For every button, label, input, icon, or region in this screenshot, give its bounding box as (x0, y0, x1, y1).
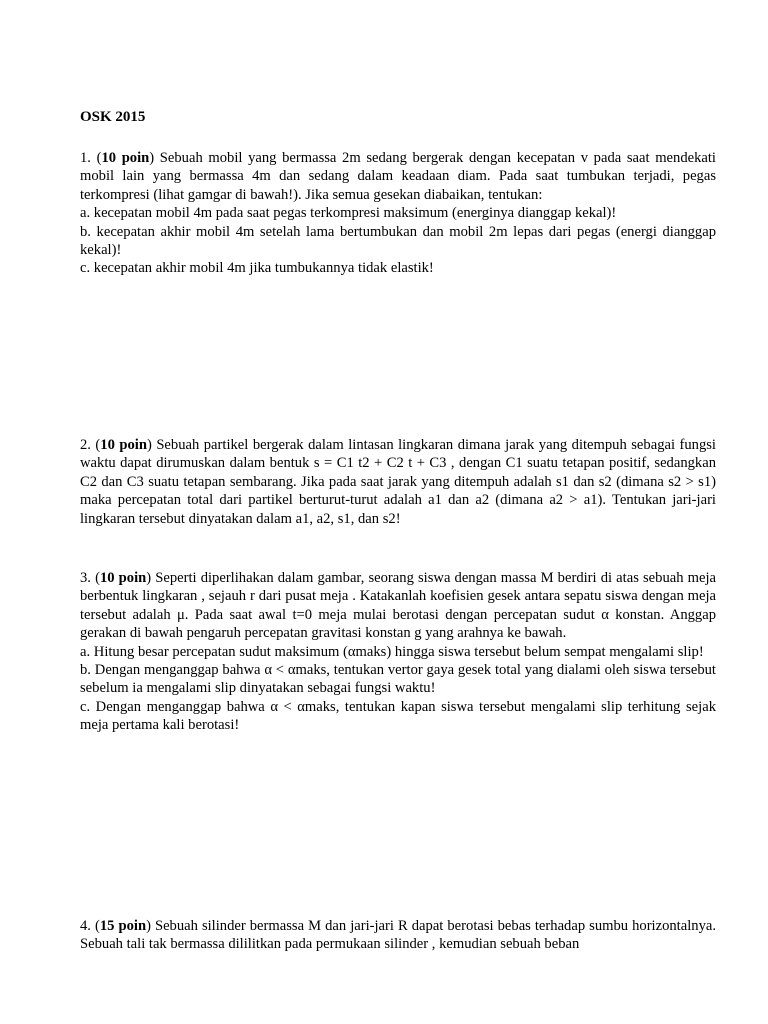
question-4-points: 15 poin (99, 918, 147, 934)
question-3-part-c: c. Dengan menganggap bahwa α < αmaks, tentukan kapan siswa tersebut mengalami slip terhitung sejak meja pertama kali berotasi! (80, 698, 716, 734)
question-1-part-a: a. kecepatan mobil 4m pada saat pegas terkompresi maksimum (energinya dianggap kekal)! (80, 205, 617, 222)
question-1-part-b: b. kecepatan akhir mobil 4m setelah lama bertumbukan dan mobil 2m lepas dari pegas (energi dianggap kekal)! (80, 223, 716, 259)
question-1 (80, 149, 716, 278)
question-4-text: 4. (15 poin) Sebuah silinder bermassa M dan jari-jari R dapat berotasi bebas terhadap sumbu horizontalnya. Sebuah tali tak bermassa dililitkan pada permukaan silinder , kemudian sebuah beban (80, 918, 716, 953)
question-2 (80, 436, 716, 528)
question-3-points: 10 poin (99, 570, 147, 586)
question-3-part-a: a. Hitung besar percepatan sudut maksimum (αmaks) hingga siswa tersebut belum sempat mengalami slip! (80, 643, 704, 660)
question-1-part-c: c. kecepatan akhir mobil 4m jika tumbukannya tidak elastik! (80, 260, 434, 277)
question-1-points: 10 poin (101, 150, 150, 166)
question-1-intro: 1. (10 poin) Sebuah mobil yang bermassa 2m sedang bergerak dengan kecepatan v pada saat mendekati mobil lain yang bermassa 4m dan sedang dalam keadaan diam. Pada saat tumbukan terjadi, pegas terkompresi (lihat gamgar di bawah!). Jika semua gesekan diabaikan, tentukan: (80, 150, 716, 203)
document-title: OSK 2015 (80, 109, 146, 125)
question-2-text: 2. (10 poin) Sebuah partikel bergerak dalam lintasan lingkaran dimana jarak yang ditempuh sebagai fungsi waktu dapat dirumuskan dalam bentuk s = C1 t2 + C2 t + C3 , dengan C1 suatu tetapan positif, sedangkan C2 dan C3 suatu tetapan sembarang. Jika pada saat jarak yang ditempuh adalah s1 dan s2 (dimana s2 > s1) maka percepatan total dari partikel berturut-turut adalah a1 dan a2 (dimana a2 > a1). Tentukan jari-jari lingkaran tersebut dinyatakan dalam a1, a2, s1, dan s2! (80, 437, 716, 527)
question-2-points: 10 poin (100, 437, 147, 453)
question-3-intro: 3. (10 poin) Seperti diperlihakan dalam gambar, seorang siswa dengan massa M berdiri di atas sebuah meja berbentuk lingkaran , sejauh r dari pusat meja . Katakanlah koefisien gesek antara sepatu siswa dengan meja tersebut adalah μ. Pada saat awal t=0 meja mulai berotasi dengan percepatan sudut α konstan. Anggap gerakan di bawah pengaruh percepatan gravitasi konstan g yang arahnya ke bawah. (80, 570, 717, 642)
question-4 (80, 917, 716, 954)
question-3-part-b: b. Dengan menganggap bahwa α < αmaks, tentukan vertor gaya gesek total yang dialami oleh siswa tersebut sebelum ia mengalami slip dinyatakan sebagai fungsi waktu! (80, 662, 716, 697)
question-3 (80, 569, 716, 735)
